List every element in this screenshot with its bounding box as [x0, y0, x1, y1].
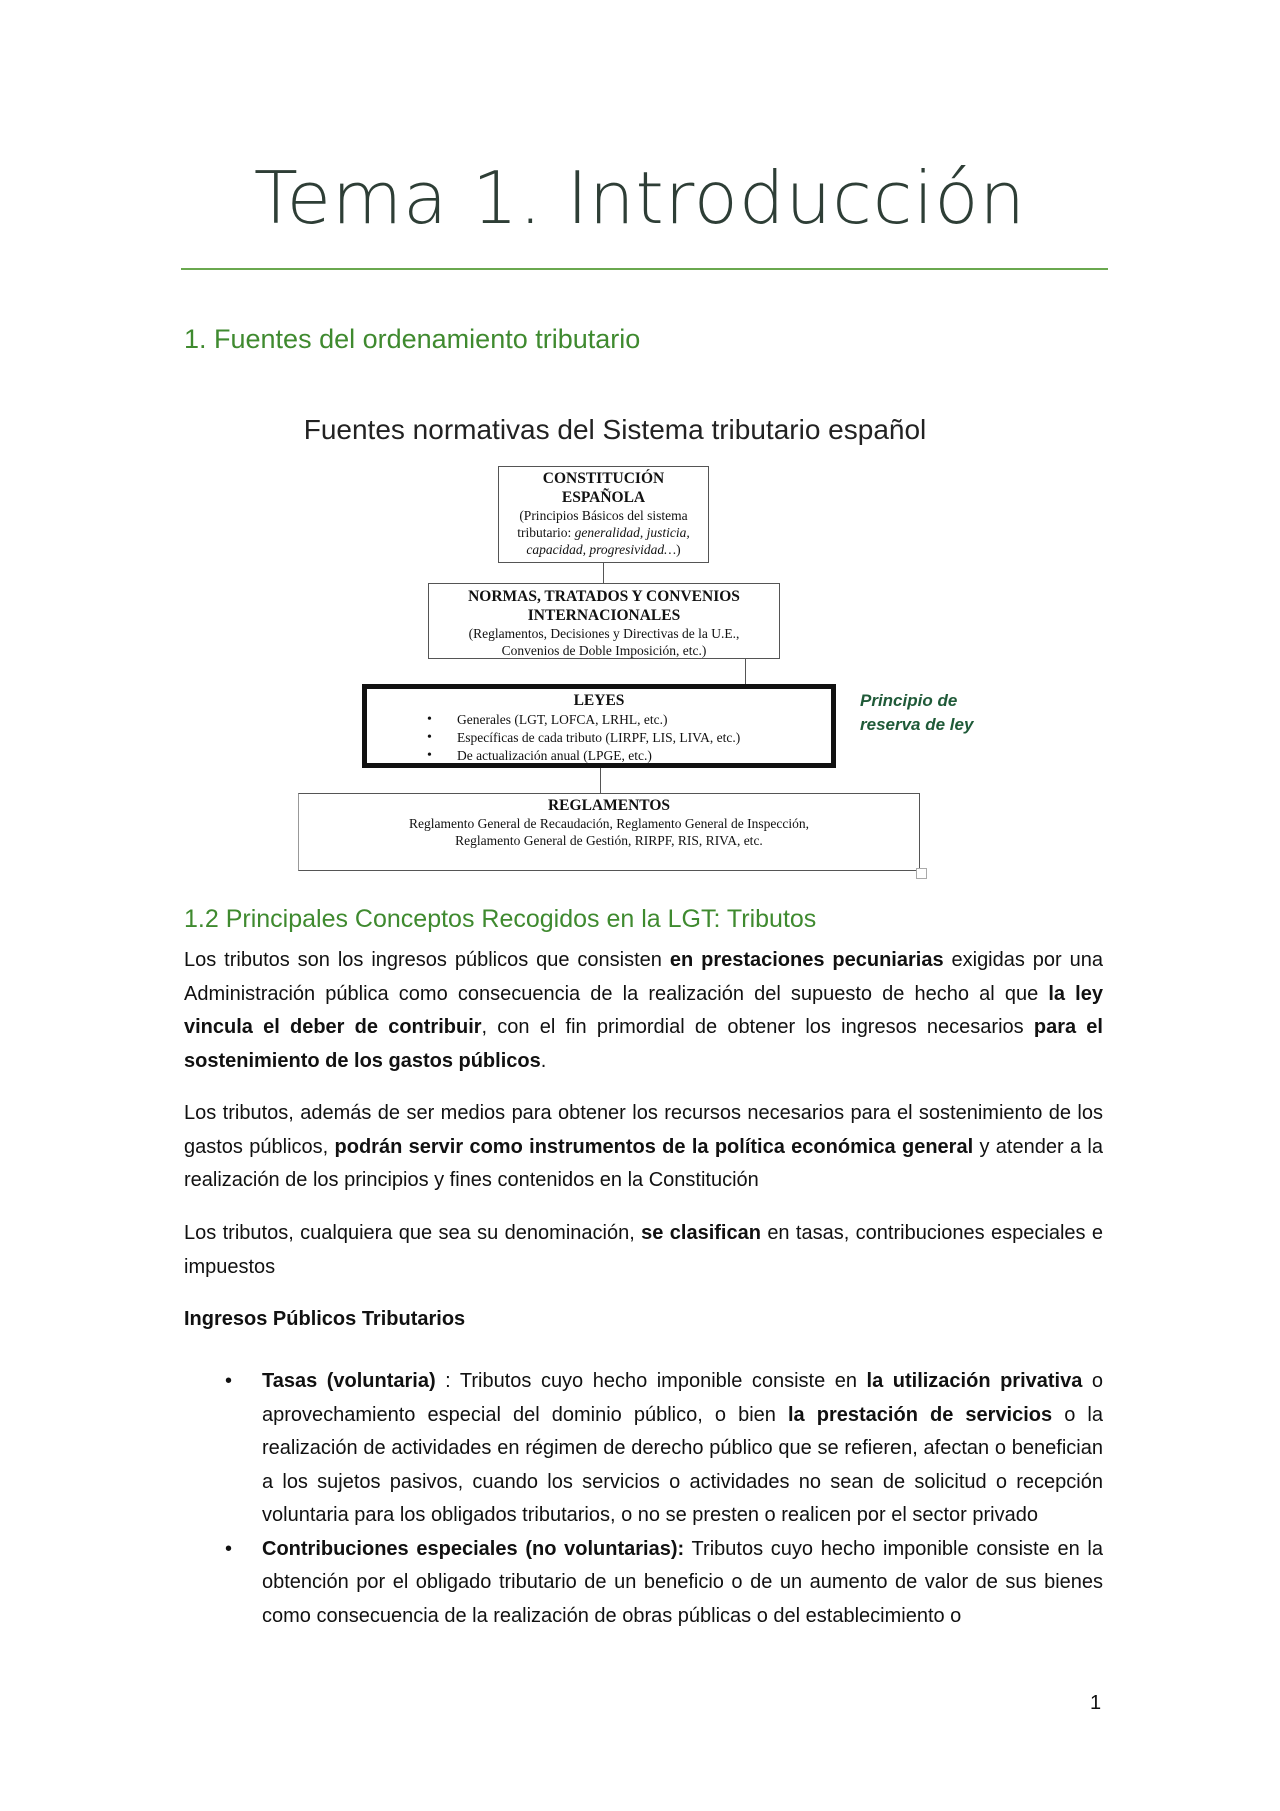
paragraph-tributos-classification: Los tributos, cualquiera que sea su denominación, se clasifican en tasas, contribuciones especiales e impuestos — [184, 1222, 1104, 1278]
bullet-glyph: • — [225, 1537, 233, 1560]
reglamentos-line-1: Reglamento General de Recaudación, Reglamento General de Inspección, — [409, 816, 809, 831]
section-1-heading: 1. Fuentes del ordenamiento tributario — [184, 324, 641, 354]
document-title: Tema 1. Introducción — [253, 156, 1027, 240]
reglamentos-heading: REGLAMENTOS — [547, 797, 671, 814]
constitucion-line-3: capacidad, progresividad…) — [526, 542, 681, 557]
constitucion-heading-2: ESPAÑOLA — [561, 489, 646, 506]
connector-2 — [745, 659, 746, 684]
constitucion-heading-1: CONSTITUCIÓN — [542, 470, 665, 487]
diagram-box-reglamentos — [298, 793, 920, 871]
diagram-box-leyes — [362, 684, 836, 768]
section-1-2-heading: 1.2 Principales Conceptos Recogidos en la LGT: Tributos — [184, 905, 817, 933]
tributos-types-list — [225, 1365, 1103, 1633]
list-item-contribuciones: • Contribuciones especiales (no voluntarias): Tributos cuyo hecho imponible consiste en la obtención por el obligado tributario de un beneficio o de un aumento de valor de sus bienes como consecuencia de la realización de obras públicas o del establecimiento o — [262, 1533, 1103, 1634]
diagram-box-constitucion — [498, 466, 709, 563]
bullet-glyph: • — [225, 1370, 233, 1392]
resize-handle — [916, 868, 927, 879]
leyes-heading: LEYES — [573, 692, 625, 709]
paragraph-tributos-purpose: Los tributos, además de ser medios para obtener los recursos necesarios para el sostenimiento de los gastos públicos, podrán servir como instrumentos de la política económica general y atender a la realización de los principios y fines contenidos en la Constitución — [184, 1102, 1103, 1191]
annotation-line-1: Principio de — [860, 691, 958, 710]
diagram-box-normas — [428, 583, 780, 659]
ingresos-subheading: Ingresos Públicos Tributarios — [184, 1308, 466, 1330]
leyes-list — [367, 711, 831, 765]
normas-heading-1: NORMAS, TRATADOS Y CONVENIOS — [468, 588, 740, 605]
leyes-item: • Generales (LGT, LOFCA, LRHL, etc.) — [367, 711, 831, 729]
reglamentos-line-2: Reglamento General de Gestión, RIRPF, RIS, RIVA, etc. — [455, 833, 763, 848]
constitucion-line-1: (Principios Básicos del sistema — [519, 508, 688, 523]
connector-3 — [600, 768, 601, 793]
connector-1 — [603, 563, 604, 583]
normas-line-1: (Reglamentos, Decisiones y Directivas de la U.E., — [468, 626, 740, 641]
leyes-item: • De actualización anual (LPGE, etc.) — [367, 747, 831, 765]
leyes-item: • Específicas de cada tributo (LIRPF, LIS, LIVA, etc.) — [367, 729, 831, 747]
reserva-de-ley-annotation — [860, 689, 973, 737]
page-number: 1 — [1090, 1692, 1102, 1714]
title-underline — [181, 268, 1108, 270]
constitucion-line-2: tributario: generalidad, justicia, — [517, 525, 690, 540]
list-item-tasas: • Tasas (voluntaria) : Tributos cuyo hecho imponible consiste en la utilización privativa o aprovechamiento especial del dominio público, o bien la prestación de servicios o la realización de actividades en régimen de derecho público que se refieren, afectan o benefician a los sujetos pasivos, cuando los servicios o actividades no sean de solicitud o recepción voluntaria para los obligados tributarios, o no se presten o realicen por el sector privado — [262, 1365, 1103, 1533]
normas-heading-2: INTERNACIONALES — [527, 607, 681, 624]
paragraph-tributos-definition: Los tributos son los ingresos públicos que consisten en prestaciones pecuniarias exigidas por una Administración pública como consecuencia de la realización del supuesto de hecho al que la ley vincula el deber de contribuir, con el fin primordial de obtener los ingresos necesarios para el sostenimiento de los gastos públicos. — [184, 949, 1103, 1072]
diagram-title: Fuentes normativas del Sistema tributario español — [303, 414, 927, 445]
normas-line-2: Convenios de Doble Imposición, etc.) — [501, 643, 707, 658]
annotation-line-2: reserva de ley — [860, 715, 974, 734]
